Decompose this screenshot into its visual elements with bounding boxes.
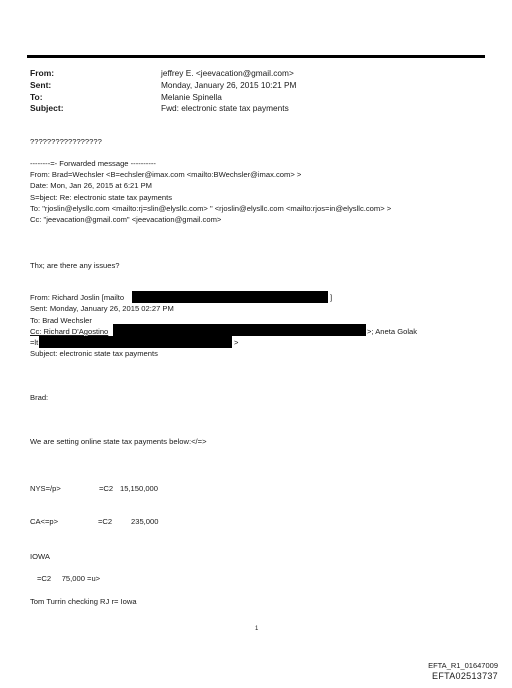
forwarded-to: To: "rjoslin@elysllc.com <mailto:rj=slin@elysllc.com> " <rjoslin@elysllc.com <mailto:rjos=in@elysllc.com> >: [30, 204, 392, 213]
forwarded-marker: --------=- Forwarded message ----------: [30, 159, 156, 168]
question-marks: ?????????????????: [30, 137, 102, 146]
closing-line: Tom Turrin checking RJ r= Iowa: [30, 597, 137, 606]
forwarded-subject: S=bject: Re: electronic state tax payments: [30, 193, 173, 202]
sent-label: Sent:: [30, 80, 52, 90]
sent-value: Monday, January 26, 2015 10:21 PM: [161, 80, 297, 90]
redaction-bar: [132, 291, 328, 303]
header-rule: [27, 55, 485, 58]
orig-cc-prefix: Cc: Richard D'Agostino: [30, 327, 109, 336]
forwarded-cc: Cc: "jeevacation@gmail.com" <jeevacation@gmail.com>: [30, 215, 222, 224]
redaction-bar: [113, 324, 366, 336]
from-value: jeffrey E. <jeevacation@gmail.com>: [161, 68, 294, 78]
orig-subject: Subject: electronic state tax payments: [30, 349, 158, 358]
subject-label: Subject:: [30, 103, 64, 113]
orig-cc-suffix: >; Aneta Golak: [367, 327, 418, 336]
to-value: Melanie Spinella: [161, 92, 222, 102]
ca-label: CA<=p>: [30, 517, 59, 526]
iowa-line: =C2 75,000 =u>: [37, 574, 101, 583]
to-label: To:: [30, 92, 43, 102]
greeting: Brad:: [30, 393, 49, 402]
intro-line: We are setting online state tax payments below:</=>: [30, 437, 207, 446]
forwarded-from: From: Brad=Wechsler <B=echsler@imax.com <mailto:BWechsler@imax.com> >: [30, 170, 302, 179]
ca-code: =C2: [98, 517, 113, 526]
from-label: From:: [30, 68, 55, 78]
nys-code: =C2: [99, 484, 114, 493]
bates-number-secondary: EFTA02513737: [432, 671, 498, 681]
thx-line: Thx; are there any issues?: [30, 261, 120, 270]
nys-amount: 15,150,000: [120, 484, 159, 493]
orig-from-prefix: From: Richard Joslin [mailto: [30, 293, 125, 302]
orig-to: To: Brad Wechsler: [30, 316, 92, 325]
bates-number-primary: EFTA_R1_01647009: [428, 661, 498, 670]
nys-label: NYS=/p>: [30, 484, 61, 493]
orig-from-suffix: ]: [330, 293, 333, 302]
redaction-bar: [39, 336, 232, 348]
subject-value: Fwd: electronic state tax payments: [161, 103, 289, 113]
orig-sent: Sent: Monday, January 26, 2015 02:27 PM: [30, 304, 174, 313]
orig-lt-suffix: >: [234, 338, 239, 347]
forwarded-date: Date: Mon, Jan 26, 2015 at 6:21 PM: [30, 181, 152, 190]
ca-amount: 235,000: [131, 517, 159, 526]
page-number: 1: [255, 626, 259, 632]
orig-lt-prefix: =lt: [30, 338, 39, 347]
iowa-label: IOWA: [30, 552, 50, 561]
